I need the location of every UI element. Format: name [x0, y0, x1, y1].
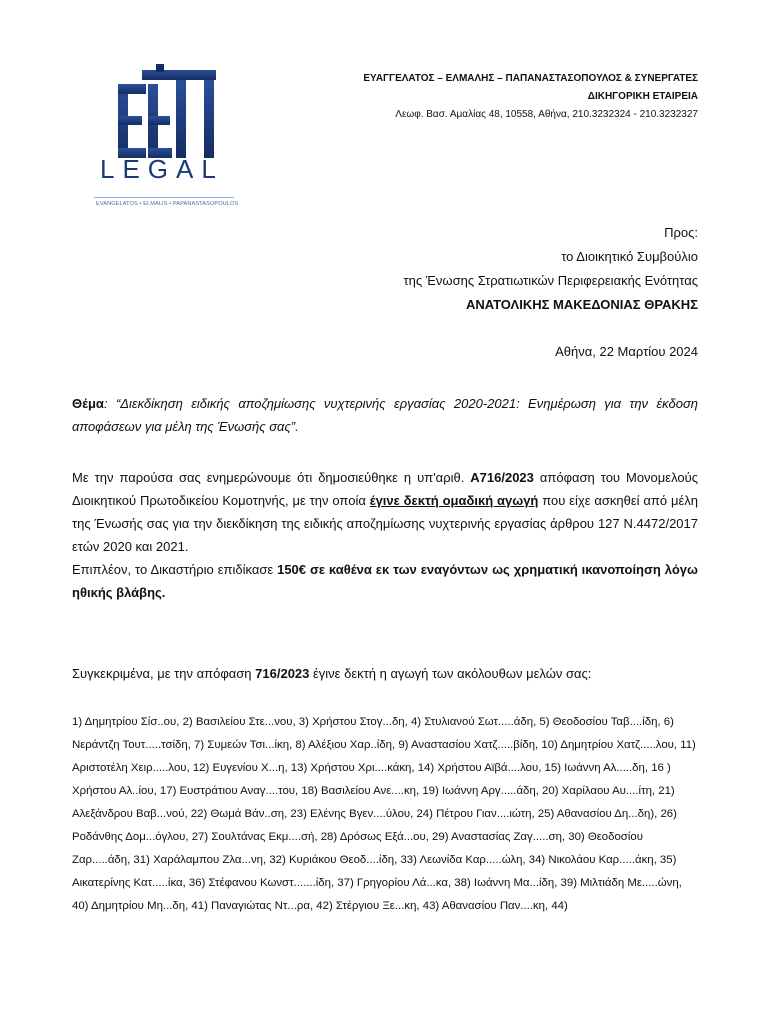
body-paragraph-1 — [72, 466, 698, 558]
logo-wordmark: LEGAL — [100, 154, 224, 184]
intro-text-a: Συγκεκριμένα, με την απόφαση — [72, 666, 256, 681]
subject-text: “Διεκδίκηση ειδικής αποζημίωσης νυχτερινής εργασίας 2020-2021: Ενημέρωση για την έκδοση αποφάσεων για μέλη της Ένωσής σας”. — [72, 396, 698, 434]
logo-tagline: EVANGELATOS • ELMALIS • PAPANASTASOPOULOS — [96, 201, 239, 207]
firm-address: Λεωφ. Βασ. Αμαλίας 48, 10558, Αθήνα, 210.3232324 - 210.3232327 — [395, 109, 698, 120]
subject-label: Θέμα — [72, 396, 104, 411]
compensation-text: 150€ σε καθένα εκ των εναγόντων ως χρηματική ικανοποίηση λόγω ηθικής βλάβης. — [72, 562, 698, 600]
firm-header — [363, 70, 698, 124]
subject-separator: : — [103, 396, 116, 411]
firm-name: ΕΥΑΓΓΕΛΑΤΟΣ – ΕΛΜΑΛΗΣ – ΠΑΠΑΝΑΣΤΑΣΟΠΟΥΛΟΣ & ΣΥΝΕΡΓΑΤΕΣ — [363, 73, 698, 84]
subject-line — [72, 392, 698, 438]
recipient-block — [404, 221, 699, 317]
p1-text-a: Με την παρούσα σας ενημερώνουμε ότι δημοσιεύθηκε η υπ'αριθ. — [72, 470, 471, 485]
recipient-to: Προς: — [664, 225, 698, 240]
firm-type: ΔΙΚΗΓΟΡΙΚΗ ΕΤΑΙΡΕΙΑ — [587, 91, 698, 102]
accepted-lawsuit: έγινε δεκτή ομαδική αγωγή — [369, 493, 539, 508]
firm-logo — [72, 40, 248, 222]
p1-text-b: απόφαση του Μονομελούς Διοικητικού Πρωτοδικείου Κομοτηνής, με την οποία — [72, 470, 698, 508]
recipient-line-1: το Διοικητικό Συμβούλιο — [561, 249, 698, 264]
p1-text-c: που είχε ασκηθεί από μέλη της Ένωσής σας για την διεκδίκηση της ειδικής αποζημίωσης νυχτερινής εργασίας άρθρου 127 Ν.4472/2017 ετών 2020 και 2021. — [72, 493, 698, 554]
letter-date: Αθήνα, 22 Μαρτίου 2024 — [555, 344, 698, 359]
recipient-line-3: ΑΝΑΤΟΛΙΚΗΣ ΜΑΚΕΔΟΝΙΑΣ ΘΡΑΚΗΣ — [466, 297, 698, 312]
body-paragraph-2 — [72, 558, 698, 604]
decision-number: Α716/2023 — [470, 470, 534, 485]
members-list: 1) Δημητρίου Σίσ..ου, 2) Βασιλείου Στε...νου, 3) Χρήστου Στογ...δη, 4) Στυλιανού Σωτ.....άδη, 5) Θεοδοσίου Ταβ....ίδη, 6) Νεράντζη Τουτ.....τσίδη, 7) Συμεών Τσι...ίκη, 8) Αλέξιου Χαρ..ίδη, 9) Αναστασίου Χατζ.....βίδη, 10) Δημητρίου Χατζ.....λου, 11) Αριστοτέλη Χειρ.....λου, 12) Ευγενίου Χ...η, 13) Χρήστου Χρι....κάκη, 14) Χρήστου Αϊβά....λου, 15) Ιωάννη Αλ.....δη, 16 ) Χρήστου Αλ..ίου, 17) Ευστράτιου Αναγ....του, 18) Βασιλείου Ανε....κη, 19) Ιωάννη Αργ.....άδη, 20) Χαρίλαου Αυ....ίτη, 21) Αλεξάνδρου Βαβ...νού, 22) Θωμά Βάν..ση, 23) Ελένης Βγεν....ύλου, 24) Πέτρου Γιαν....ιώτη, 25) Αθανασίου Δη...δη), 26) Ροδάνθης Δομ...όγλου, 27) Σουλτάνας Εκμ....σή, 28) Δρόσως Εξά...ου, 29) Αναστασίας Ζαγ.....ση, 30) Θεοδοσίου Ζαρ.....άδη, 31) Χαράλαμπου Ζλα...νη, 32) Κυριάκου Θεοδ....ίδη, 33) Λεωνίδα Καρ.....ώλη, 34) Νικολάου Καρ.....άκη, 35) Αικατερίνης Κατ.....ίκα, 36) Στέφανου Κωνστ.......ίδη, 37) Γρηγορίου Λά...κα, 38) Ιωάννη Μα...ίδη, 39) Μιλτιάδη Με.....ώνη, 40) Δημητρίου Μη...δη, 41) Παναγιώτας Ντ...ρα, 42) Στέργιου Ξε...κη, 43) Αθανασίου Παν....κη, 44) — [72, 716, 696, 912]
intro-text-b: έγινε δεκτή η αγωγή των ακόλουθων μελών σας: — [309, 666, 592, 681]
intro-decision: 716/2023 — [255, 666, 310, 681]
recipient-line-2: της Ένωσης Στρατιωτικών Περιφερειακής Ενότητας — [403, 273, 698, 288]
logo-mark-icon — [72, 40, 248, 222]
p2-text-a: Επιπλέον, το Δικαστήριο επιδίκασε — [72, 562, 278, 577]
letter-body — [72, 466, 698, 604]
members-intro — [72, 664, 698, 684]
